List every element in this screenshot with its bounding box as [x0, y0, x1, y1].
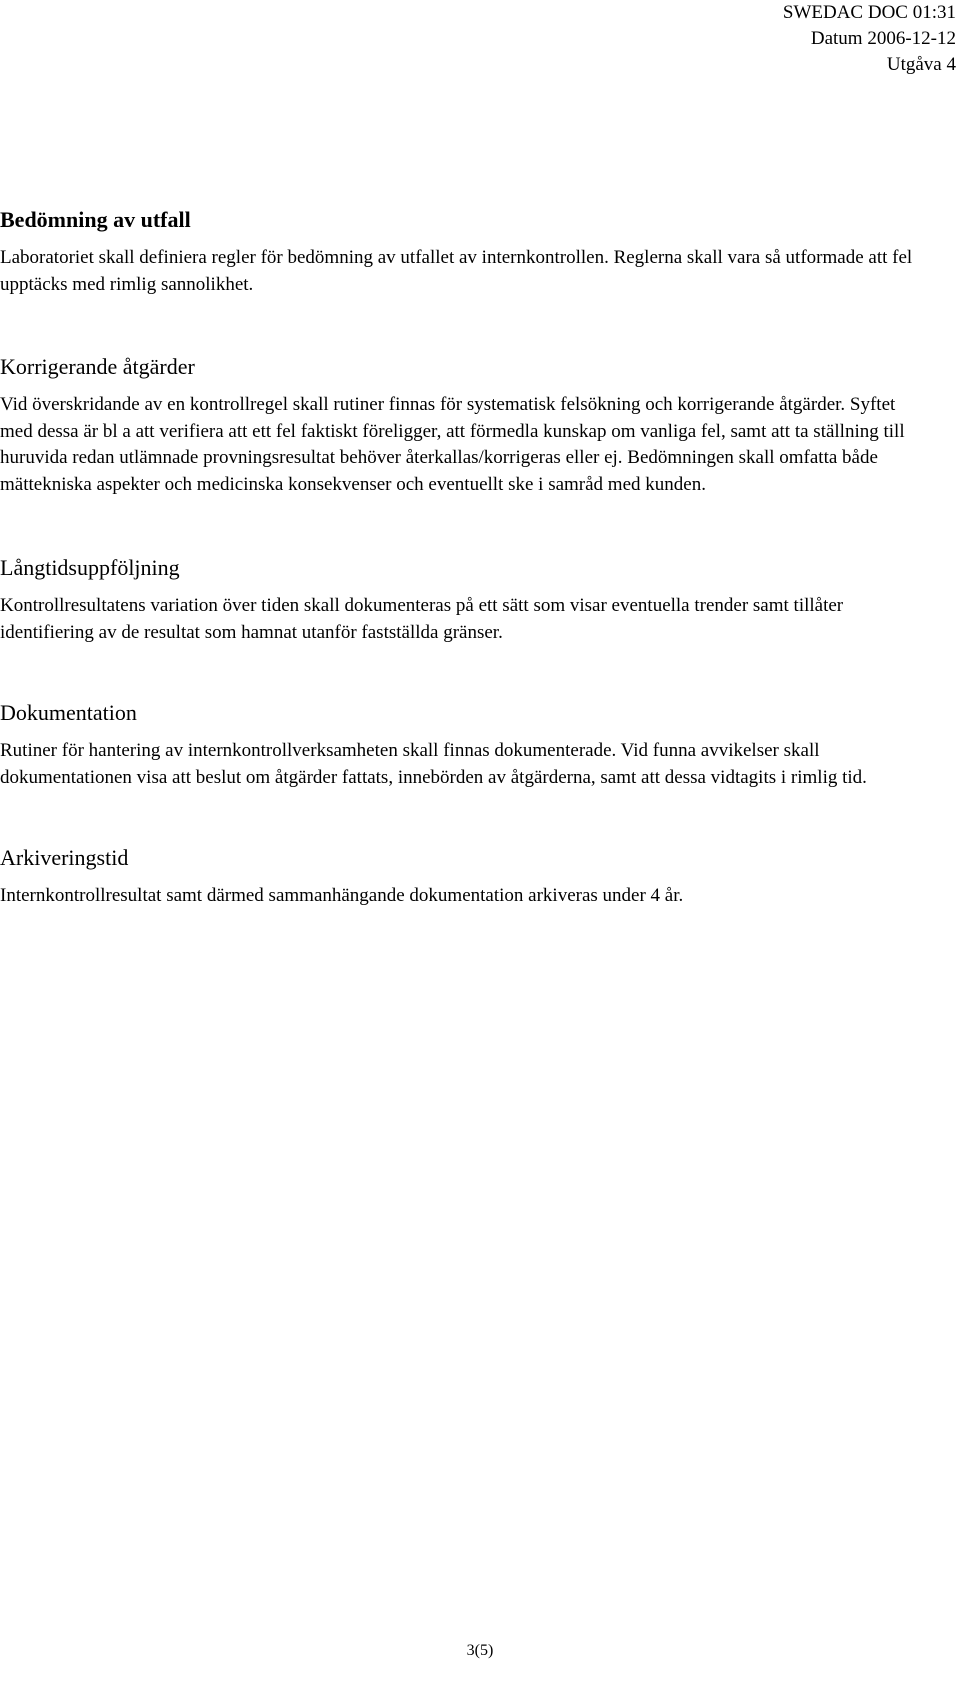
section-paragraph: Internkontrollresultat samt därmed sammanhängande dokumentation arkiveras under 4 år. — [0, 885, 684, 906]
section-paragraph: Laboratoriet skall definiera regler för bedömning av utfallet av internkontrollen. Reglerna skall vara så utformade att fel upptäcks med rimlig sannolikhet. — [0, 247, 913, 295]
section-heading: Dokumentation — [0, 700, 137, 725]
document-id: SWEDAC DOC 01:31 — [782, 2, 956, 23]
document-edition: Utgåva 4 — [886, 54, 956, 75]
document-body — [0, 205, 930, 910]
section-bedomning-av-utfall — [0, 205, 930, 298]
document-header — [783, 0, 956, 78]
page-number: 3(5) — [466, 1642, 494, 1659]
section-langtidsuppfoljning — [0, 553, 930, 646]
section-heading: Korrigerande åtgärder — [0, 354, 195, 379]
section-korrigerande-atgarder — [0, 352, 930, 498]
section-heading: Arkiveringstid — [0, 845, 129, 870]
section-paragraph: Vid överskridande av en kontrollregel skall rutiner finnas för systematisk felsökning och korrigerande åtgärder. Syftet med dessa är bl a att verifiera att ett fel faktiskt föreligger, att förmedla kunskap om vanliga fel, samt att ta ställning till huruvida redan utlämnade provningsresultat behöver återkallas/korrigeras eller ej. Bedömningen skall omfatta både mättekniska aspekter och medicinska konsekvenser och eventuellt ske i samråd med kunden. — [0, 394, 905, 495]
section-paragraph: Rutiner för hantering av internkontrollverksamheten skall finnas dokumenterade. Vid funna avvikelser skall dokumentationen visa att beslut om åtgärder fattats, innebörden av åtgärderna, samt att dessa vidtagits i rimlig tid. — [0, 740, 867, 788]
section-heading: Långtidsuppföljning — [0, 555, 180, 580]
section-dokumentation — [0, 698, 930, 791]
document-date: Datum 2006-12-12 — [810, 28, 956, 49]
section-paragraph: Kontrollresultatens variation över tiden skall dokumenteras på ett sätt som visar eventuella trender samt tillåter identifiering av de resultat som hamnat utanför fastställda gränser. — [0, 595, 844, 643]
section-heading: Bedömning av utfall — [0, 207, 191, 232]
section-arkiveringstid — [0, 843, 930, 910]
